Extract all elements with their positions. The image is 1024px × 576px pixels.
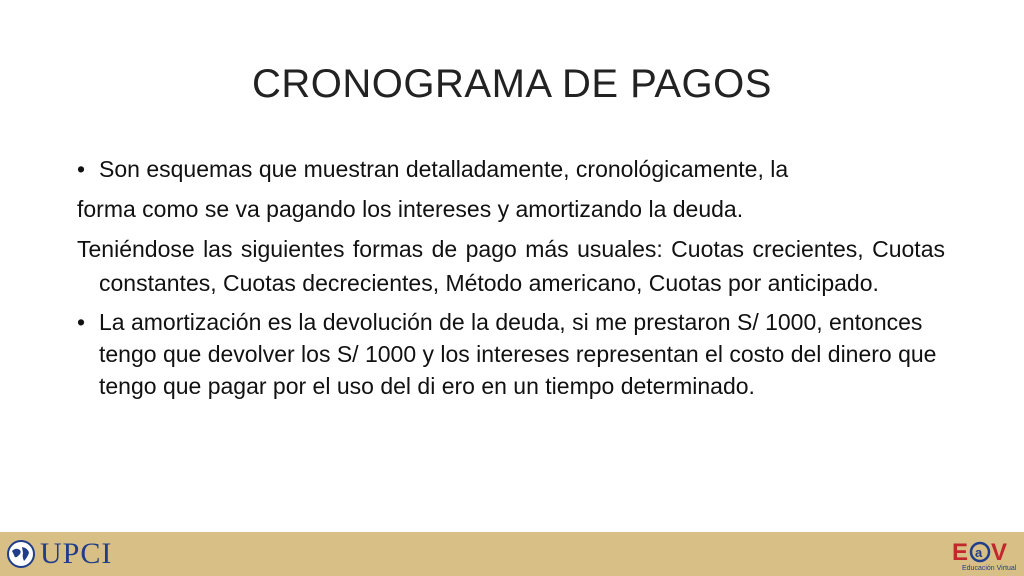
footer-bar [0,532,1024,576]
svg-text:V: V [991,539,1008,566]
upci-logo-text: UPCI [40,537,113,570]
bullet-item-2 [77,306,945,402]
payment-forms-text: Teniéndose las siguientes formas de pago más usuales: Cuotas crecientes, Cuotas constantes, Cuotas decrecientes, Método americano, Cuotas por anticipado. [77,236,945,296]
bullet-1-text: Son esquemas que muestran detalladamente, cronológicamente, la [99,156,789,182]
svg-text:E: E [952,539,969,566]
payment-forms-paragraph [77,232,945,300]
slide-content [77,152,945,402]
bullet-icon: • [77,156,86,182]
bullet-1-continuation: forma como se va pagando los intereses y amortizando la deuda. [77,196,744,222]
bullet-icon: • [77,309,86,335]
bullet-2-text: La amortización es la devolución de la deuda, si me prestaron S/ 1000, entonces tengo que devolver los S/ 1000 y los intereses representan el costo del dinero que tengo que pagar por el uso del di ero en un tiempo determinado. [99,309,937,399]
bullet-item-1 [77,152,945,186]
svg-text:a: a [975,545,983,560]
globe-icon [6,539,36,569]
eav-logo [948,534,1018,574]
upci-logo [6,536,112,572]
slide-title: CRONOGRAMA DE PAGOS [252,62,772,106]
svg-text:Educación Virtual: Educación Virtual [962,565,1017,572]
